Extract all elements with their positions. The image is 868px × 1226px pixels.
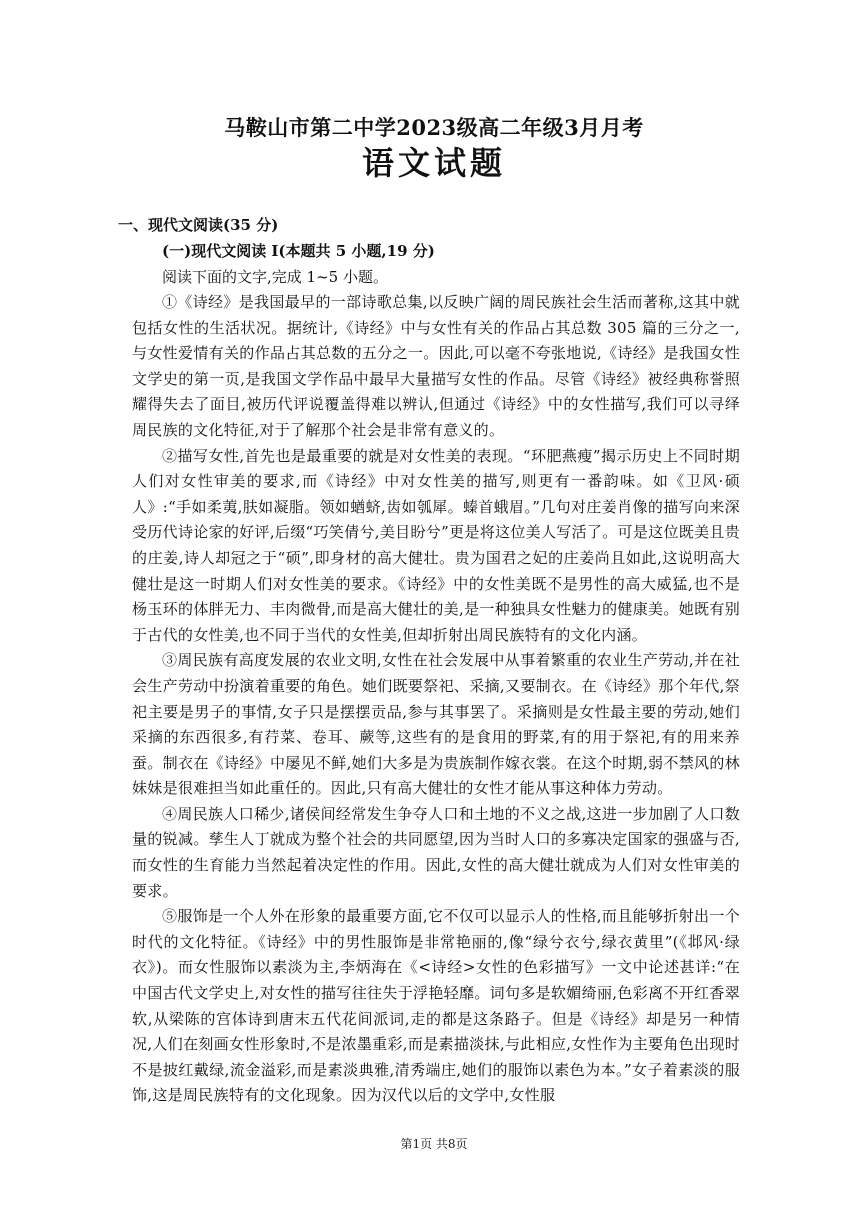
school-exam-title: 马鞍山市第二中学2023级高二年级3月月考 <box>224 115 644 140</box>
page-number: 第1页 共8页 <box>400 1137 468 1151</box>
paragraph-5: ⑤服饰是一个人外在形象的最重要方面,它不仅可以显示人的性格,而且能够折射出一个时代的文化特征。《诗经》中的男性服饰是非常艳丽的,像“绿兮衣兮,绿衣黄里”(《邶风·绿衣》)。而女性服饰以素淡为主,李炳海在《<诗经>女性的色彩描写》一文中论述甚详:“在中国古代文学史上,对女性的描写往往失于浮艳轻靡。词句多是软媚绮丽,色彩离不开红香翠软,从梁陈的宫体诗到唐末五代花间派词,走的都是这条路子。但是《诗经》却是另一种情况,人们在刻画女性形象时,不是浓墨重彩,而是素描淡抹,与此相应,女性作为主要角色出现时不是披红戴绿,流金溢彩,而是素淡典雅,清秀端庄,她们的服饰以素色为本。”女子着素淡的服饰,这是周民族特有的文化现象。因为汉代以后的文学中,女性服 <box>132 907 740 1105</box>
section-heading: 一、现代文阅读(35 分) <box>118 216 279 234</box>
subsection-heading: (一)现代文阅读 I(本题共 5 小题,19 分) <box>162 242 435 260</box>
paragraph-4: ④周民族人口稀少,诸侯间经常发生争夺人口和土地的不义之战,这进一步加剧了人口数量的锐减。孳生人丁就成为整个社会的共同愿望,因为当时人口的多寡决定国家的强盛与否,而女性的生育能力当然起着决定性的作用。因此,女性的高大健壮就成为人们对女性审美的要求。 <box>132 804 740 900</box>
reading-instruction: 阅读下面的文字,完成 1~5 小题。 <box>162 268 388 286</box>
paragraph-3: ③周民族有高度发展的农业文明,女性在社会发展中从事着繁重的农业生产劳动,并在社会生产劳动中扮演着重要的角色。她们既要祭祀、采摘,又要制衣。在《诗经》那个年代,祭祀主要是男子的事情,女子只是摆摆贡品,参与其事罢了。采摘则是女性最主要的劳动,她们采摘的东西很多,有荇菜、卷耳、蕨等,这些有的是食用的野菜,有的用于祭祀,有的用来养蚕。制衣在《诗经》中屡见不鲜,她们大多是为贵族制作嫁衣裳。在这个时期,弱不禁风的林妹妹是很难担当如此重任的。因此,只有高大健壮的女性才能从事这种体力劳动。 <box>132 651 740 798</box>
paragraph-1: ①《诗经》是我国最早的一部诗歌总集,以反映广阔的周民族社会生活而著称,这其中就包括女性的生活状况。据统计,《诗经》中与女性有关的作品占其总数 305 篇的三分之一,与女性爱情有关的作品占其总数的五分之一。因此,可以毫不夸张地说,《诗经》是我国女性文学史的第一页,是我国文学作品中最早大量描写女性的作品。尽管《诗经》被经典称誉照耀得失去了面目,被历代评说覆盖得难以辨认,但通过《诗经》中的女性描写,我们可以寻绎周民族的文化特征,对于了解那个社会是非常有意义的。 <box>132 293 740 439</box>
paragraph-2: ②描写女性,首先也是最重要的就是对女性美的表现。“环肥燕瘦”揭示历史上不同时期人们对女性审美的要求,而《诗经》中对女性美的描写,则更有一番韵味。如《卫风·硕人》:“手如柔荑,肤如凝脂。领如蝤蛴,齿如瓠犀。螓首蛾眉。”几句对庄姜肖像的描写向来深受历代诗论家的好评,后缀“巧笑倩兮,美目盼兮”更是将这位美人写活了。可是这位既美且贵的庄姜,诗人却冠之于“硕”,即身材的高大健壮。贵为国君之妃的庄姜尚且如此,这说明高大健壮是这一时期人们对女性美的要求。《诗经》中的女性美既不是男性的高大威猛,也不是杨玉环的体胖无力、丰肉微骨,而是高大健壮的美,是一种独具女性魅力的健康美。她既有别于古代的女性美,也不同于当代的女性美,但却折射出周民族特有的文化内涵。 <box>132 446 740 644</box>
subject-title: 语文试题 <box>361 144 506 182</box>
exam-content <box>118 212 740 1109</box>
